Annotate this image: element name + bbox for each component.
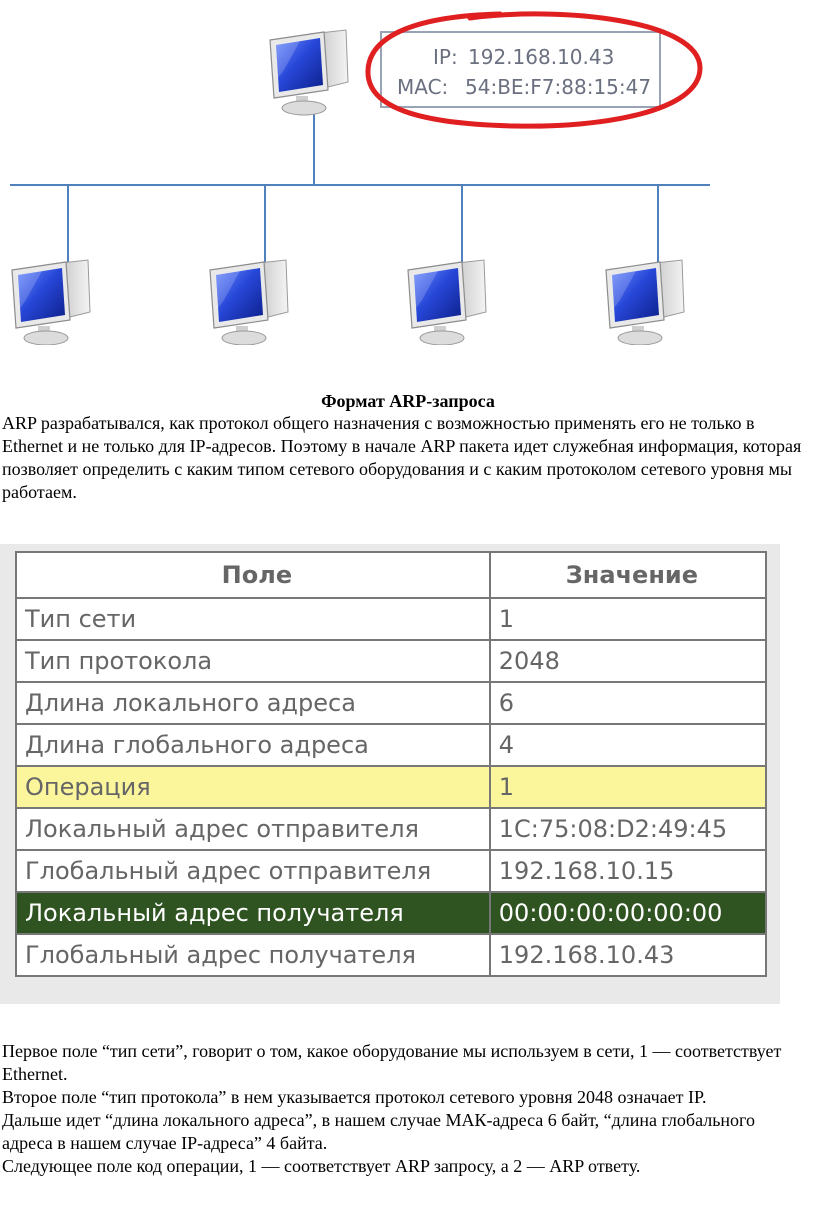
table-row <box>16 724 766 766</box>
computer-monitor-icon <box>270 30 348 115</box>
header-value: Значение <box>490 552 766 598</box>
intro-paragraph: ARP разрабатывался, как протокол общего назначения с возможностью применять его не только в Ethernet и не только для IP-адресов. Поэтому в начале ARP пакета идет служебная информация, которая позволяет определить с каким типом сетевого оборудования и с каким протоколом сетевого уровня мы работаем. <box>2 413 802 502</box>
notes-paragraph <box>2 1040 810 1178</box>
computer-monitor-icon <box>606 260 684 345</box>
table-row <box>16 640 766 682</box>
field-cell: Длина локального адреса <box>16 682 490 724</box>
value-cell: 4 <box>490 724 766 766</box>
table-row <box>16 682 766 724</box>
value-cell: 2048 <box>490 640 766 682</box>
callout-mac-value: 54:BE:F7:88:15:47 <box>465 75 652 99</box>
value-cell: 192.168.10.15 <box>490 850 766 892</box>
callout-mac-label: MAC: <box>397 75 449 99</box>
callout-ip-value: 192.168.10.43 <box>468 45 615 69</box>
network-bus <box>10 105 710 262</box>
field-cell: Операция <box>16 766 490 808</box>
callout-ip-label: IP: <box>433 45 458 69</box>
value-cell: 192.168.10.43 <box>490 934 766 976</box>
network-diagram <box>0 0 816 345</box>
note-line: Следующее поле код операции, 1 — соответствует ARP запросу, а 2 — ARP ответу. <box>2 1156 641 1176</box>
field-cell: Глобальный адрес получателя <box>16 934 490 976</box>
value-cell: 00:00:00:00:00:00 <box>490 892 766 934</box>
field-cell: Локальный адрес получателя <box>16 892 490 934</box>
table-row <box>16 850 766 892</box>
table-header-row <box>16 552 766 598</box>
note-line: Второе поле “тип протокола” в нем указывается протокол сетевого уровня 2048 означает IP. <box>2 1087 707 1107</box>
computer-monitor-icon <box>12 260 90 345</box>
table-row <box>16 598 766 640</box>
field-cell: Тип сети <box>16 598 490 640</box>
header-field: Поле <box>16 552 490 598</box>
arp-fields-table <box>15 551 767 977</box>
value-cell: 1 <box>490 598 766 640</box>
note-line: Первое поле “тип сети”, говорит о том, какое оборудование мы используем в сети, 1 — соответствует Ethernet. <box>2 1041 782 1084</box>
table-row-highlighted <box>16 892 766 934</box>
field-cell: Длина глобального адреса <box>16 724 490 766</box>
field-cell: Глобальный адрес отправителя <box>16 850 490 892</box>
field-cell: Тип протокола <box>16 640 490 682</box>
computer-monitor-icon <box>408 260 486 345</box>
computer-monitor-icon <box>210 260 288 345</box>
section-title: Формат ARP-запроса <box>321 391 495 411</box>
arp-table-image <box>0 544 780 1004</box>
table-row-highlighted <box>16 766 766 808</box>
value-cell: 1 <box>490 766 766 808</box>
table-row <box>16 808 766 850</box>
note-line: Дальше идет “длина локального адреса”, в нашем случае МАК-адреса 6 байт, “длина глобального адреса в нашем случае IP-адреса” 4 байта. <box>2 1110 755 1153</box>
table-row <box>16 934 766 976</box>
value-cell: 6 <box>490 682 766 724</box>
value-cell: 1C:75:08:D2:49:45 <box>490 808 766 850</box>
field-cell: Локальный адрес отправителя <box>16 808 490 850</box>
